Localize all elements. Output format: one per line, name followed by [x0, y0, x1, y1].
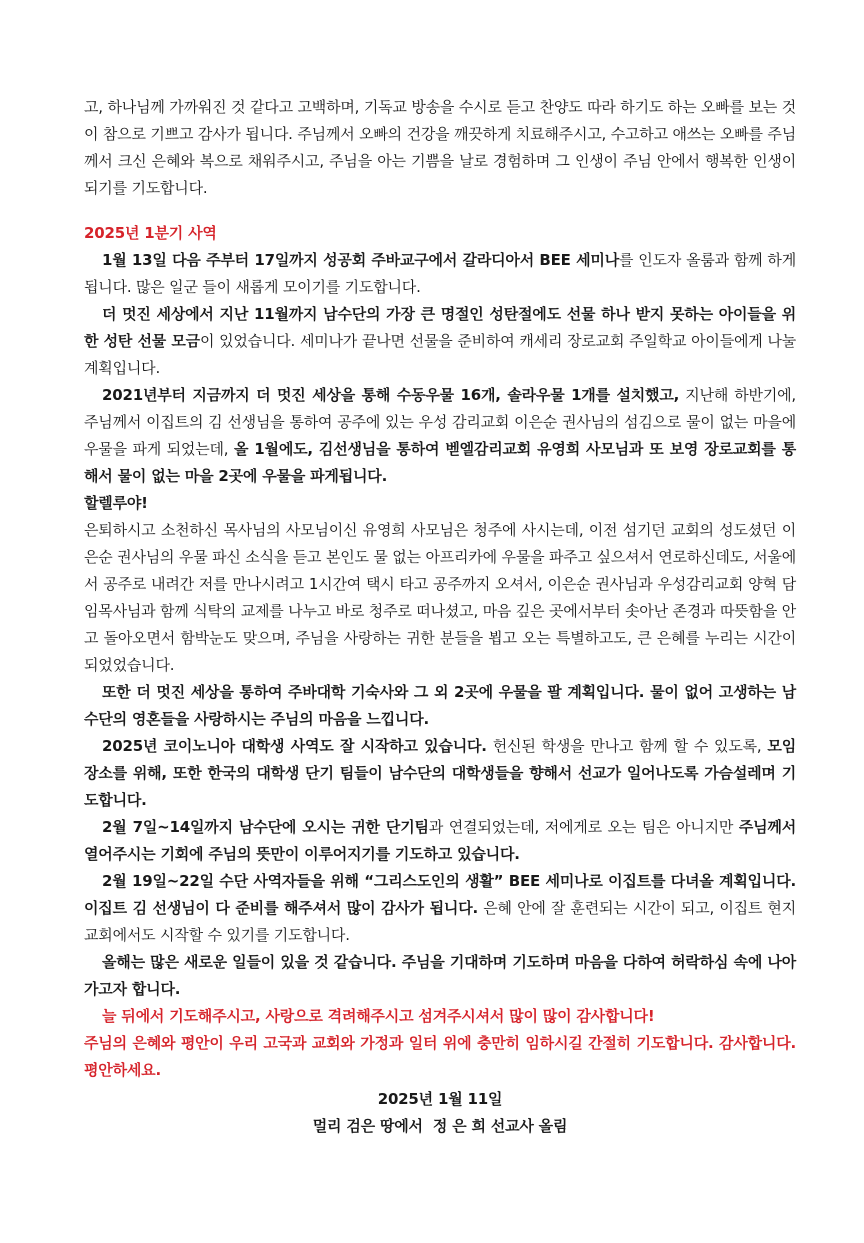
section-heading: 2025년 1분기 사역 — [84, 224, 217, 242]
paragraph-bee-seminar-rest: 를 인도자 올룸과 함께 하게 됩니다. 많은 일군 들이 새롭게 모이기를 기도합니다. — [84, 251, 796, 296]
intro-paragraph: 고, 하나님께 가까워진 것 같다고 고백하며, 기독교 방송을 수시로 듣고 찬양도 따라 하기도 하는 오빠를 보는 것이 참으로 기쁘고 감사가 됩니다. 주님께서 오빠의 건강을 깨끗하게 치료해주시고, 수고하고 애쓰는 오빠를 주님께서 크신 은혜와 복으로 채워주시고, 주님을 아는 기쁨을 날로 경험하며 그 인생이 주님 안에서 행복한 인생이 되기를 기도합니다. — [84, 98, 796, 197]
paragraph-koinonia-bold-2: 모임 장소를 위해, 또한 한국의 대학생 단기 팀들이 남수단의 대학생들을 향해서 선교가 일어나도록 가슴설레며 기도합니다. — [84, 737, 796, 809]
paragraph-bee-seminar-bold: 1월 13일 다음 주부터 17일까지 성공회 주바교구에서 갈라디아서 BEE 세미나 — [102, 251, 619, 269]
letter-date: 2025년 1월 11일 — [377, 1090, 503, 1108]
paragraph-koinonia-bold-1: 2025년 코이노니아 대학생 사역도 잘 시작하고 있습니다. — [102, 737, 487, 755]
paragraph-christmas-gifts-rest: 이 있었습니다. 세미나가 끝나면 선물을 준비하여 캐세리 장로교회 주일학교 아이들에게 나눌 계획입니다. — [84, 332, 796, 377]
letter-body — [84, 94, 796, 1140]
paragraph-koinonia — [84, 733, 796, 814]
paragraph-bee-seminar — [84, 247, 796, 301]
paragraph-juba-university-wells: 또한 더 멋진 세상을 통하여 주바대학 기숙사와 그 외 2곳에 우물을 팔 계획입니다. 물이 없어 고생하는 남수단의 영혼들을 사랑하시는 주님의 마음을 느낍니다. — [84, 683, 796, 728]
paragraph-short-term-team-bold-2: 주님께서 열어주시는 기회에 주님의 뜻만이 이루어지기를 기도하고 있습니다. — [84, 818, 797, 863]
paragraph-wells-mid: 지난해 하반기에, 주님께서 이집트의 김 선생님을 통하여 공주에 있는 우성 감리교회 이은순 권사님의 섬김으로 물이 없는 마을에 우물을 파게 되었는데, — [84, 386, 796, 458]
paragraph-egypt-seminar — [84, 868, 796, 949]
paragraph-egypt-seminar-bold: 2월 19일~22일 수단 사역자들을 위해 “그리스도인의 생활” BEE 세미나로 이집트를 다녀올 계획입니다. 이집트 김 선생님이 다 준비를 해주셔서 많이 감사가 됩니다. — [84, 872, 796, 917]
paragraph-wells-bold-1: 2021년부터 지금까지 더 멋진 세상을 통해 수동우물 16개, 솔라우물 1개를 설치했고, — [102, 386, 680, 404]
closing-thanks: 늘 뒤에서 기도해주시고, 사랑으로 격려해주시고 섬겨주시셔서 많이 많이 감사합니다! — [102, 1007, 655, 1025]
paragraph-christmas-gifts-bold: 더 멋진 세상에서 지난 11월까지 남수단의 가장 큰 명절인 성탄절에도 선물 하나 받지 못하는 아이들을 위한 성탄 선물 모금 — [84, 305, 796, 350]
paragraph-short-term-team-mid: 과 연결되었는데, 저에게로 오는 팀은 아니지만 — [428, 818, 739, 836]
closing-blessing: 주님의 은혜와 평안이 우리 고국과 교회와 가정과 일터 위에 충만히 임하시길 간절히 기도합니다. 감사합니다. 평안하세요. — [84, 1034, 796, 1079]
paragraph-wells — [84, 382, 796, 490]
letter-signature: 멀리 검은 땅에서 정 은 희 선교사 올림 — [312, 1117, 568, 1135]
paragraph-egypt-seminar-rest: 은혜 안에 잘 훈련되는 시간이 되고, 이집트 현지교회에서도 시작할 수 있기를 기도합니다. — [84, 899, 797, 944]
paragraph-short-term-team-bold-1: 2월 7일~14일까지 남수단에 오시는 귀한 단기팀 — [102, 818, 429, 836]
paragraph-christmas-gifts — [84, 301, 796, 382]
paragraph-wells-bold-2: 올 1월에도, 김선생님을 통하여 벧엘감리교회 유영희 사모님과 또 보영 장로교회를 통해서 물이 없는 마을 2곳에 우물을 파게됩니다. — [84, 440, 796, 485]
paragraph-short-term-team — [84, 814, 796, 868]
paragraph-testimony: 은퇴하시고 소천하신 목사님의 사모님이신 유영희 사모님은 청주에 사시는데, 이전 섬기던 교회의 성도셨던 이은순 권사님의 우물 파신 소식을 듣고 본인도 물 없는 아프리카에 우물을 파주고 싶으셔서 연로하신데도, 서울에서 공주로 내려간 저를 만나시려고 1시간여 택시 타고 공주까지 오셔서, 이은순 권사님과 우성감리교회 양혁 담임목사님과 함께 식탁의 교제를 나누고 바로 청주로 떠나셨고, 마음 깊은 곳에서부터 솟아난 존경과 따뜻함을 안고 돌아오면서 함박눈도 맞으며, 주님을 사랑하는 귀한 분들을 뵙고 오는 특별하고도, 큰 은혜를 누리는 시간이 되었었습니다. — [84, 521, 796, 674]
hallelujah-line: 할렐루야! — [84, 494, 148, 512]
paragraph-koinonia-mid: 헌신된 학생을 만나고 함께 할 수 있도록, — [486, 737, 768, 755]
paragraph-new-year: 올해는 많은 새로운 일들이 있을 것 같습니다. 주님을 기대하며 기도하며 마음을 다하여 허락하심 속에 나아가고자 합니다. — [84, 953, 796, 998]
